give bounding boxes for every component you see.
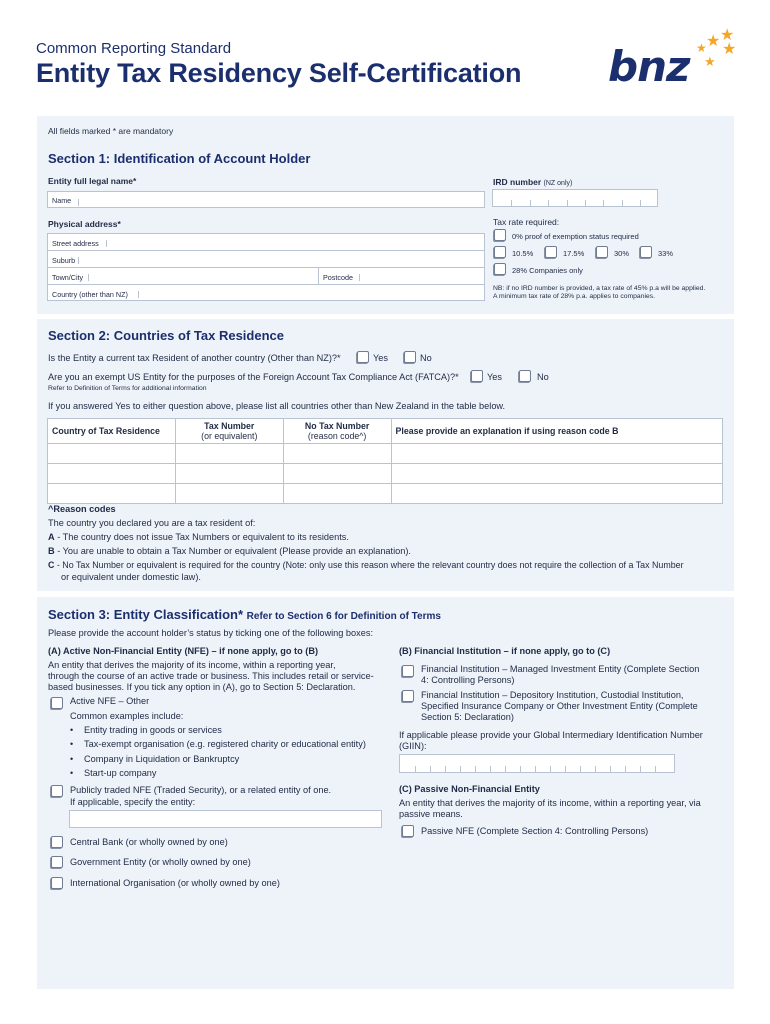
suburb-field-label: Suburb bbox=[52, 256, 76, 265]
bullet-icon: • bbox=[70, 725, 74, 735]
reason-codes-heading: ^Reason codes bbox=[48, 504, 116, 514]
star-icon: ★ bbox=[720, 27, 735, 44]
c-heading: (C) Passive Non-Financial Entity bbox=[399, 784, 540, 794]
section-3-instruction: Please provide the account holder’s status by ticking one of the following boxes: bbox=[48, 628, 373, 638]
table-cell-input[interactable] bbox=[391, 484, 722, 504]
postcode-input[interactable] bbox=[319, 268, 484, 284]
bullet-icon: • bbox=[70, 768, 74, 778]
nb-note-2: A minimum tax rate of 28% p.a. applies to companies. bbox=[493, 293, 656, 300]
town-field-label: Town/City bbox=[52, 273, 84, 282]
publicly-traded-checkbox[interactable] bbox=[51, 785, 63, 797]
example-item: Company in Liquidation or Bankruptcy bbox=[84, 754, 240, 764]
street-address-input[interactable] bbox=[48, 234, 484, 250]
tax-residence-table bbox=[47, 418, 723, 504]
nb-note-1: NB: if no IRD number is provided, a tax rate of 45% p.a will be applied. bbox=[493, 285, 706, 292]
col-explanation: Please provide an explanation if using reason code B bbox=[391, 419, 722, 444]
section-1-panel bbox=[37, 116, 734, 314]
entity-name-input[interactable] bbox=[47, 191, 485, 208]
international-org-label: International Organisation (or wholly owned by one) bbox=[70, 878, 280, 888]
rate-10-5-checkbox[interactable] bbox=[494, 246, 506, 258]
form-subtitle: Common Reporting Standard bbox=[36, 40, 232, 57]
address-label: Physical address* bbox=[48, 219, 121, 229]
col-tax-number: Tax Number (or equivalent) bbox=[175, 419, 283, 444]
bullet-icon: • bbox=[70, 754, 74, 764]
publicly-traded-label: Publicly traded NFE (Traded Security), or a related entity of one. bbox=[70, 785, 332, 795]
rate-30-checkbox[interactable] bbox=[596, 246, 608, 258]
common-examples-label: Common examples include: bbox=[70, 711, 184, 721]
rate-30-label: 30% bbox=[614, 249, 630, 258]
country-input[interactable] bbox=[48, 285, 484, 301]
example-item: Entity trading in goods or services bbox=[84, 725, 222, 735]
example-item: Start-up company bbox=[84, 768, 157, 778]
giin-input[interactable] bbox=[399, 754, 675, 773]
table-row bbox=[48, 464, 723, 484]
giin-label: If applicable please provide your Global Intermediary Identification Number bbox=[399, 730, 703, 740]
ird-label: IRD number (NZ only) bbox=[493, 177, 573, 187]
name-field-label: Name bbox=[52, 196, 72, 205]
rate-33-label: 33% bbox=[658, 249, 674, 258]
a-heading: (A) Active Non-Financial Entity (NFE) – if none apply, go to (B) bbox=[48, 646, 319, 656]
ird-note: (NZ only) bbox=[543, 180, 573, 187]
star-icon: ★ bbox=[704, 54, 716, 69]
table-cell-input[interactable] bbox=[48, 464, 176, 484]
q2-no-label: No bbox=[537, 372, 549, 382]
table-cell-input[interactable] bbox=[283, 464, 391, 484]
table-instruction: If you answered Yes to either question above, please list all countries other than New Zealand in the table below. bbox=[48, 401, 506, 411]
postcode-field-label: Postcode bbox=[323, 273, 353, 282]
section-2-heading: Section 2: Countries of Tax Residence bbox=[48, 328, 284, 343]
q2-yes-label: Yes bbox=[487, 372, 502, 382]
a-desc-3: based businesses. If you tick any option in (A), go to Section 5: Declaration. bbox=[48, 682, 356, 692]
central-bank-label: Central Bank (or wholly owned by one) bbox=[70, 837, 228, 847]
rate-17-5-checkbox[interactable] bbox=[545, 246, 557, 258]
table-cell-input[interactable] bbox=[283, 484, 391, 504]
q2-yes-checkbox[interactable] bbox=[471, 370, 483, 382]
c-desc-1: An entity that derives the majority of its income, within a reporting year, via bbox=[399, 798, 701, 808]
active-nfe-other-checkbox[interactable] bbox=[51, 697, 63, 709]
country-field-label: Country (other than NZ) bbox=[52, 290, 128, 299]
example-item: Tax-exempt organisation (e.g. registered charity or educational entity) bbox=[84, 739, 366, 749]
fi-depository-checkbox[interactable] bbox=[402, 690, 414, 702]
table-cell-input[interactable] bbox=[175, 464, 283, 484]
town-city-input[interactable] bbox=[48, 268, 318, 284]
col-country: Country of Tax Residence bbox=[48, 419, 176, 444]
a-desc-1: An entity that derives the majority of its income, within a reporting year, bbox=[48, 660, 336, 670]
fi-depository-label-3: Section 5: Declaration) bbox=[421, 712, 514, 722]
passive-nfe-checkbox[interactable] bbox=[402, 825, 414, 837]
q1-text: Is the Entity a current tax Resident of another country (Other than NZ)?* bbox=[48, 353, 341, 363]
giin-label-cont: (GIIN): bbox=[399, 741, 427, 751]
b-heading: (B) Financial Institution – if none apply, go to (C) bbox=[399, 646, 611, 656]
q1-no-checkbox[interactable] bbox=[404, 351, 416, 363]
table-cell-input[interactable] bbox=[48, 444, 176, 464]
reason-code-c: C - No Tax Number or equivalent is required for the country (Note: only use this reason where the relevant country does not require the collection of a Tax Number bbox=[48, 560, 684, 570]
col-no-tax-number: No Tax Number (reason code^) bbox=[283, 419, 391, 444]
publicly-traded-entity-input[interactable] bbox=[69, 810, 382, 828]
fi-depository-label: Financial Institution – Depository Institution, Custodial Institution, bbox=[421, 690, 684, 700]
q1-yes-label: Yes bbox=[373, 353, 388, 363]
reason-code-c-cont: or equivalent under domestic law). bbox=[61, 572, 201, 582]
fi-managed-checkbox[interactable] bbox=[402, 665, 414, 677]
active-nfe-other-label: Active NFE – Other bbox=[70, 696, 150, 706]
section-3-panel bbox=[37, 597, 734, 989]
star-icon: ★ bbox=[696, 41, 707, 55]
c-desc-2: passive means. bbox=[399, 809, 463, 819]
central-bank-checkbox[interactable] bbox=[51, 836, 63, 848]
q2-note: Refer to Definition of Terms for additional information bbox=[48, 385, 207, 392]
section-3-ref: Refer to Section 6 for Definition of Terms bbox=[246, 611, 441, 622]
section-1-heading: Section 1: Identification of Account Holder bbox=[48, 151, 311, 166]
table-cell-input[interactable] bbox=[48, 484, 176, 504]
q1-yes-checkbox[interactable] bbox=[357, 351, 369, 363]
q2-no-checkbox[interactable] bbox=[519, 370, 531, 382]
publicly-traded-specify: If applicable, specify the entity: bbox=[70, 797, 196, 807]
rate-10-5-label: 10.5% bbox=[512, 249, 534, 258]
government-entity-checkbox[interactable] bbox=[51, 856, 63, 868]
table-row bbox=[48, 484, 723, 504]
rate-28-checkbox[interactable] bbox=[494, 263, 506, 275]
table-cell-input[interactable] bbox=[391, 464, 722, 484]
ird-number-input[interactable] bbox=[492, 189, 658, 207]
rate-33-checkbox[interactable] bbox=[640, 246, 652, 258]
star-icon: ★ bbox=[706, 33, 721, 50]
fi-managed-label-cont: 4: Controlling Persons) bbox=[421, 675, 515, 685]
mandatory-note: All fields marked * are mandatory bbox=[48, 126, 174, 136]
reason-code-b: B - You are unable to obtain a Tax Number or equivalent (Please provide an explanation). bbox=[48, 546, 411, 556]
table-cell-input[interactable] bbox=[391, 444, 722, 464]
rate-exempt-label: 0% proof of exemption status required bbox=[512, 232, 639, 241]
reason-code-a: A - The country does not issue Tax Numbers or equivalent to its residents. bbox=[48, 532, 349, 542]
form-title: Entity Tax Residency Self-Certification bbox=[36, 58, 522, 88]
international-org-checkbox[interactable] bbox=[51, 877, 63, 889]
bullet-icon: • bbox=[70, 739, 74, 749]
suburb-input[interactable] bbox=[48, 251, 484, 267]
table-row bbox=[48, 444, 723, 464]
entity-name-label: Entity full legal name* bbox=[48, 176, 137, 186]
rate-17-5-label: 17.5% bbox=[563, 249, 585, 258]
street-field-label: Street address bbox=[52, 239, 99, 248]
reason-intro: The country you declared you are a tax resident of: bbox=[48, 518, 256, 528]
table-cell-input[interactable] bbox=[175, 484, 283, 504]
table-cell-input[interactable] bbox=[283, 444, 391, 464]
q2-text: Are you an exempt US Entity for the purposes of the Foreign Account Tax Compliance Act (FATCA)?* bbox=[48, 372, 459, 382]
fi-depository-label-2: Specified Insurance Company or Other Investment Entity (Complete bbox=[421, 701, 698, 711]
section-2-panel bbox=[37, 319, 734, 591]
fi-managed-label: Financial Institution – Managed Investment Entity (Complete Section bbox=[421, 664, 700, 674]
star-icon: ★ bbox=[722, 41, 737, 58]
passive-nfe-label: Passive NFE (Complete Section 4: Controlling Persons) bbox=[421, 826, 649, 836]
a-desc-2: through the course of an active trade or business. This includes retail or service- bbox=[48, 671, 374, 681]
section-3-heading: Section 3: Entity Classification* Refer to Section 6 for Definition of Terms bbox=[48, 607, 441, 622]
rate-exempt-checkbox[interactable] bbox=[494, 229, 506, 241]
logo-text: bnz bbox=[608, 42, 690, 91]
q1-no-label: No bbox=[420, 353, 432, 363]
government-entity-label: Government Entity (or wholly owned by one) bbox=[70, 857, 251, 867]
table-cell-input[interactable] bbox=[175, 444, 283, 464]
rate-28-label: 28% Companies only bbox=[512, 266, 583, 275]
tax-rate-label: Tax rate required: bbox=[493, 217, 560, 227]
bnz-logo bbox=[608, 28, 736, 90]
address-box bbox=[47, 233, 485, 301]
